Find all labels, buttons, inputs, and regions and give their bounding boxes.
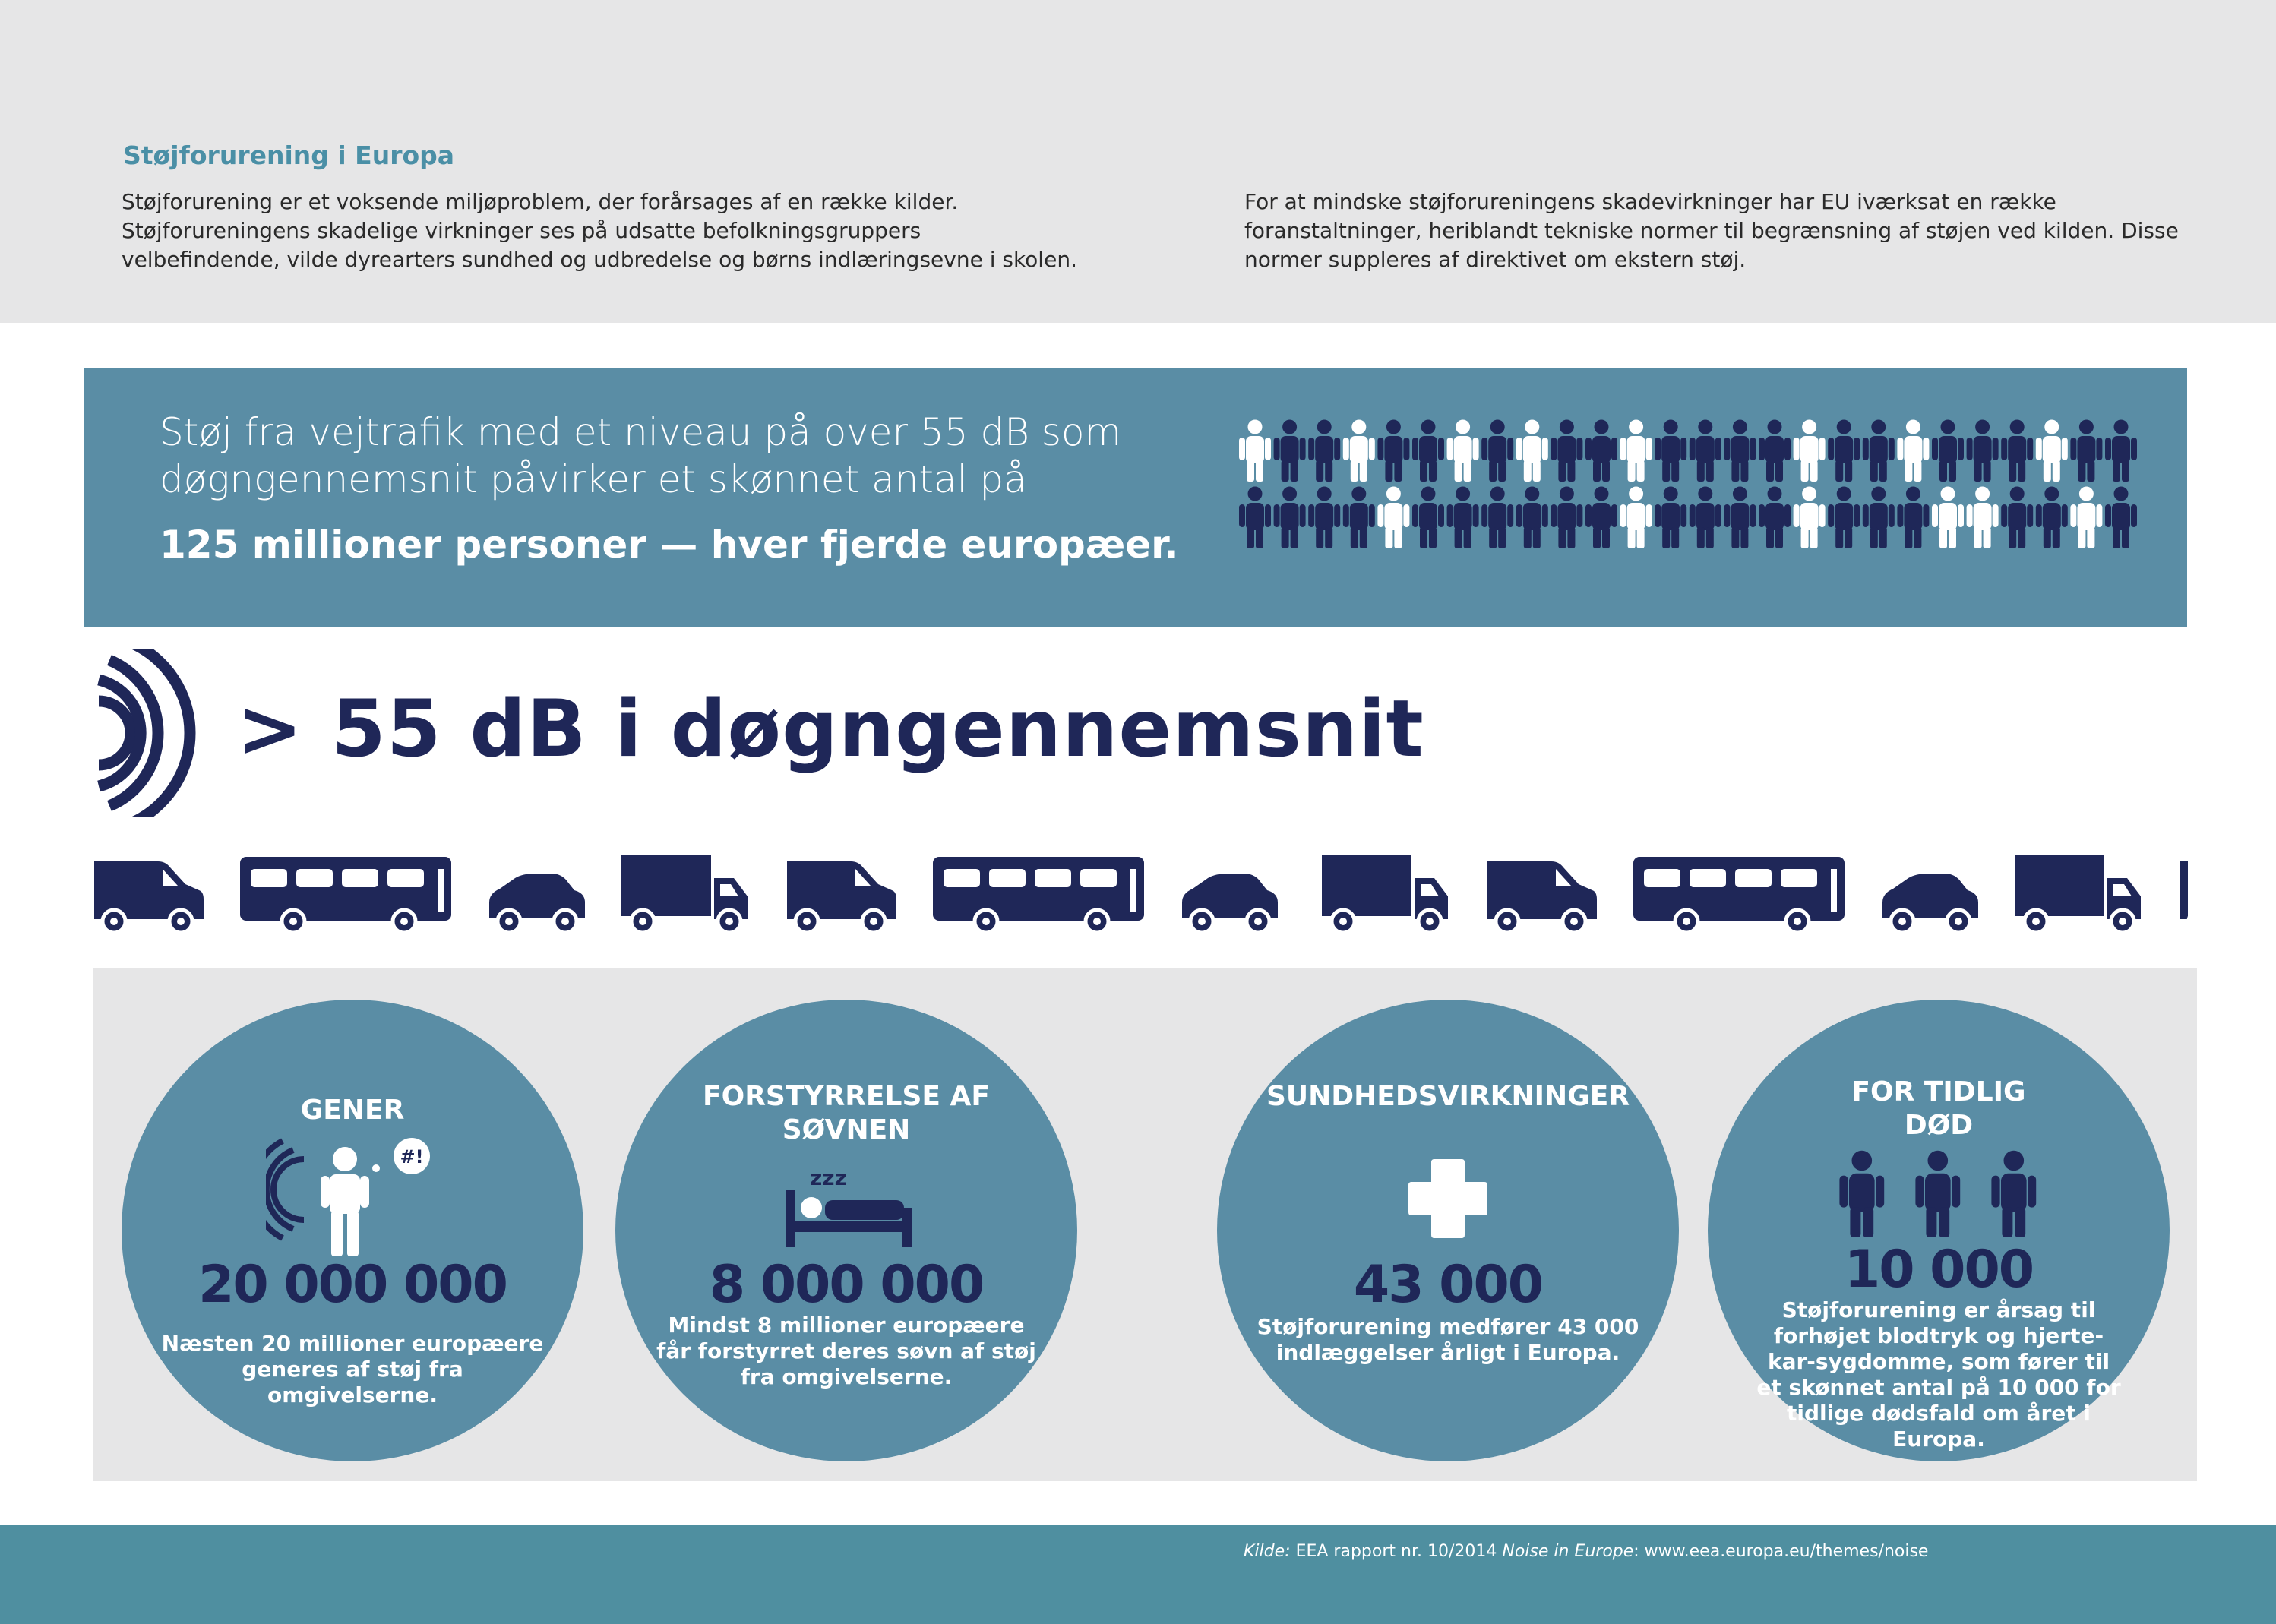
source-title: Noise in Europe: [1502, 1542, 1634, 1561]
person-icon: [1481, 420, 1513, 482]
stat-number: 10 000: [1844, 1240, 2034, 1300]
person-icon: [1239, 487, 1271, 549]
person-icon: [1274, 487, 1306, 549]
person-icon: [1447, 420, 1479, 482]
person-icon: [1690, 420, 1721, 482]
person-icon: [1412, 420, 1444, 482]
person-icon: [2105, 487, 2137, 549]
person-icon: [1620, 420, 1652, 482]
person-icon: [1551, 487, 1582, 549]
person-icon: [1239, 420, 1271, 482]
person-icon: [2036, 420, 2068, 482]
stat-number: 8 000 000: [709, 1255, 984, 1315]
person-icon: [2001, 487, 2033, 549]
source-citation: [1244, 1542, 1928, 1561]
bus-icon: [933, 857, 1144, 933]
person-icon: [1308, 487, 1340, 549]
stat-title: GENER: [300, 1095, 405, 1126]
person-icon: [1932, 487, 1964, 549]
stat-description: Næsten 20 millioner europæere generes af støj fra omgivelserne.: [161, 1331, 544, 1408]
person-icon: [1308, 420, 1340, 482]
svg-text:zzz: zzz: [810, 1165, 847, 1190]
person-icon: [1377, 487, 1409, 549]
person-icon: [1655, 420, 1686, 482]
person-icon: [2001, 420, 2033, 482]
person-icon: [1897, 420, 1929, 482]
person-icon: [1897, 487, 1929, 549]
intro-paragraph-right: For at mindske støjforureningens skadevirkninger har EU iværksat en række foranstaltninger, heriblandt tekniske normer til begrænsning af støjen ved kilden. Disse normer suppleres af direktivet om ekstern støj.: [1244, 189, 2179, 272]
source-url[interactable]: : www.eea.europa.eu/themes/noise: [1633, 1542, 1929, 1561]
three-persons-icon: [1835, 1150, 2042, 1240]
truck-icon: [1322, 855, 1448, 933]
stat-circle-sleep: [615, 1000, 1077, 1461]
person-icon: [1828, 420, 1860, 482]
truck-icon: [2015, 855, 2141, 933]
annoyed-person-icon: [266, 1136, 448, 1258]
person-icon: [1863, 487, 1895, 549]
intro-title: Støjforurening i Europa: [123, 141, 455, 170]
person-icon: [1655, 487, 1686, 549]
stat-description: Støjforurening er årsag til forhøjet blodtryk og hjerte-kar-sygdomme, som fører til et skønnet antal på 10 000 for tidlige dødsfald om året i Europa.: [1756, 1297, 2121, 1452]
person-icon: [1516, 420, 1548, 482]
medical-cross-icon: [1404, 1155, 1492, 1243]
person-icon: [1585, 420, 1617, 482]
person-icon: [2070, 487, 2102, 549]
van-icon: [94, 861, 204, 933]
person-icon: [1551, 420, 1582, 482]
person-icon: [1377, 420, 1409, 482]
noise-level-headline: > 55 dB i døgngennemsnit: [237, 684, 1424, 775]
person-icon: [1343, 420, 1375, 482]
person-icon: [1447, 487, 1479, 549]
truck-icon: [621, 855, 748, 933]
car-icon: [489, 874, 585, 933]
person-icon: [1932, 420, 1964, 482]
person-icon: [1915, 1151, 1960, 1237]
banner-lead-text: Støj fra vejtrafik med et niveau på over 55 dB som døgngennemsnit påvirker et skønnet antal på: [160, 410, 1122, 501]
person-icon: [1967, 420, 1999, 482]
van-icon: [1487, 861, 1597, 933]
person-icon: [1620, 487, 1652, 549]
person-icon: [1724, 420, 1756, 482]
stat-title: FORSTYRRELSE AF SØVNEN: [703, 1081, 990, 1145]
person-icon: [2036, 487, 2068, 549]
person-icon: [1991, 1151, 2036, 1237]
person-icon: [1863, 420, 1895, 482]
person-icon: [2070, 420, 2102, 482]
stat-circle-health: [1217, 1000, 1679, 1461]
car-icon: [1182, 874, 1278, 933]
stat-circle-annoyance: [122, 1000, 583, 1461]
people-pictogram-grid: [1238, 418, 2150, 562]
person-icon: [1690, 487, 1721, 549]
intro-paragraph-left: Støjforurening er et voksende miljøproblem, der forårsages af en række kilder. Støjforureningens skadelige virkninger ses på udsatte befolkningsgruppers velbefindende, vilde dyrearters sundhed og udbredelse og børns indlæringsevne i skolen.: [122, 189, 1077, 272]
svg-text:#!: #!: [400, 1146, 424, 1167]
person-icon: [1759, 487, 1791, 549]
stat-number: 43 000: [1353, 1255, 1543, 1315]
stat-title: SUNDHEDSVIRKNINGER: [1266, 1081, 1630, 1112]
person-icon: [1839, 1151, 1884, 1237]
person-icon: [1759, 420, 1791, 482]
person-icon: [1794, 487, 1826, 549]
stat-description: Mindst 8 millioner europæere får forstyrret deres søvn af støj fra omgivelserne.: [656, 1313, 1036, 1389]
person-icon: [1481, 487, 1513, 549]
person-icon: [1274, 420, 1306, 482]
bus-icon: [1633, 857, 1845, 933]
person-icon: [1516, 487, 1548, 549]
person-icon: [1412, 487, 1444, 549]
person-icon: [1585, 487, 1617, 549]
stat-title: FOR TIDLIG DØD: [1851, 1076, 2026, 1141]
stat-description: Støjforurening medfører 43 000 indlæggelser årligt i Europa.: [1257, 1314, 1639, 1365]
sleeping-bed-icon: [778, 1159, 915, 1250]
vehicle-row: [91, 851, 2188, 934]
person-icon: [1828, 487, 1860, 549]
sound-waves-icon: [91, 649, 198, 817]
person-icon: [1967, 487, 1999, 549]
banner-highlight-text: 125 millioner personer — hver fjerde europæer.: [160, 523, 1179, 567]
source-report: EEA rapport nr. 10/2014: [1295, 1542, 1497, 1561]
person-icon: [2105, 420, 2137, 482]
person-icon: [1724, 487, 1756, 549]
person-icon: [1794, 420, 1826, 482]
van-icon: [787, 861, 896, 933]
stat-circle-premature-death: [1708, 1000, 2170, 1461]
source-label: Kilde:: [1244, 1542, 1291, 1561]
person-icon: [1343, 487, 1375, 549]
van-icon: [2180, 861, 2188, 933]
bus-icon: [240, 857, 451, 933]
car-icon: [1882, 874, 1978, 933]
stat-number: 20 000 000: [198, 1255, 507, 1315]
footer: [0, 1525, 2276, 1624]
